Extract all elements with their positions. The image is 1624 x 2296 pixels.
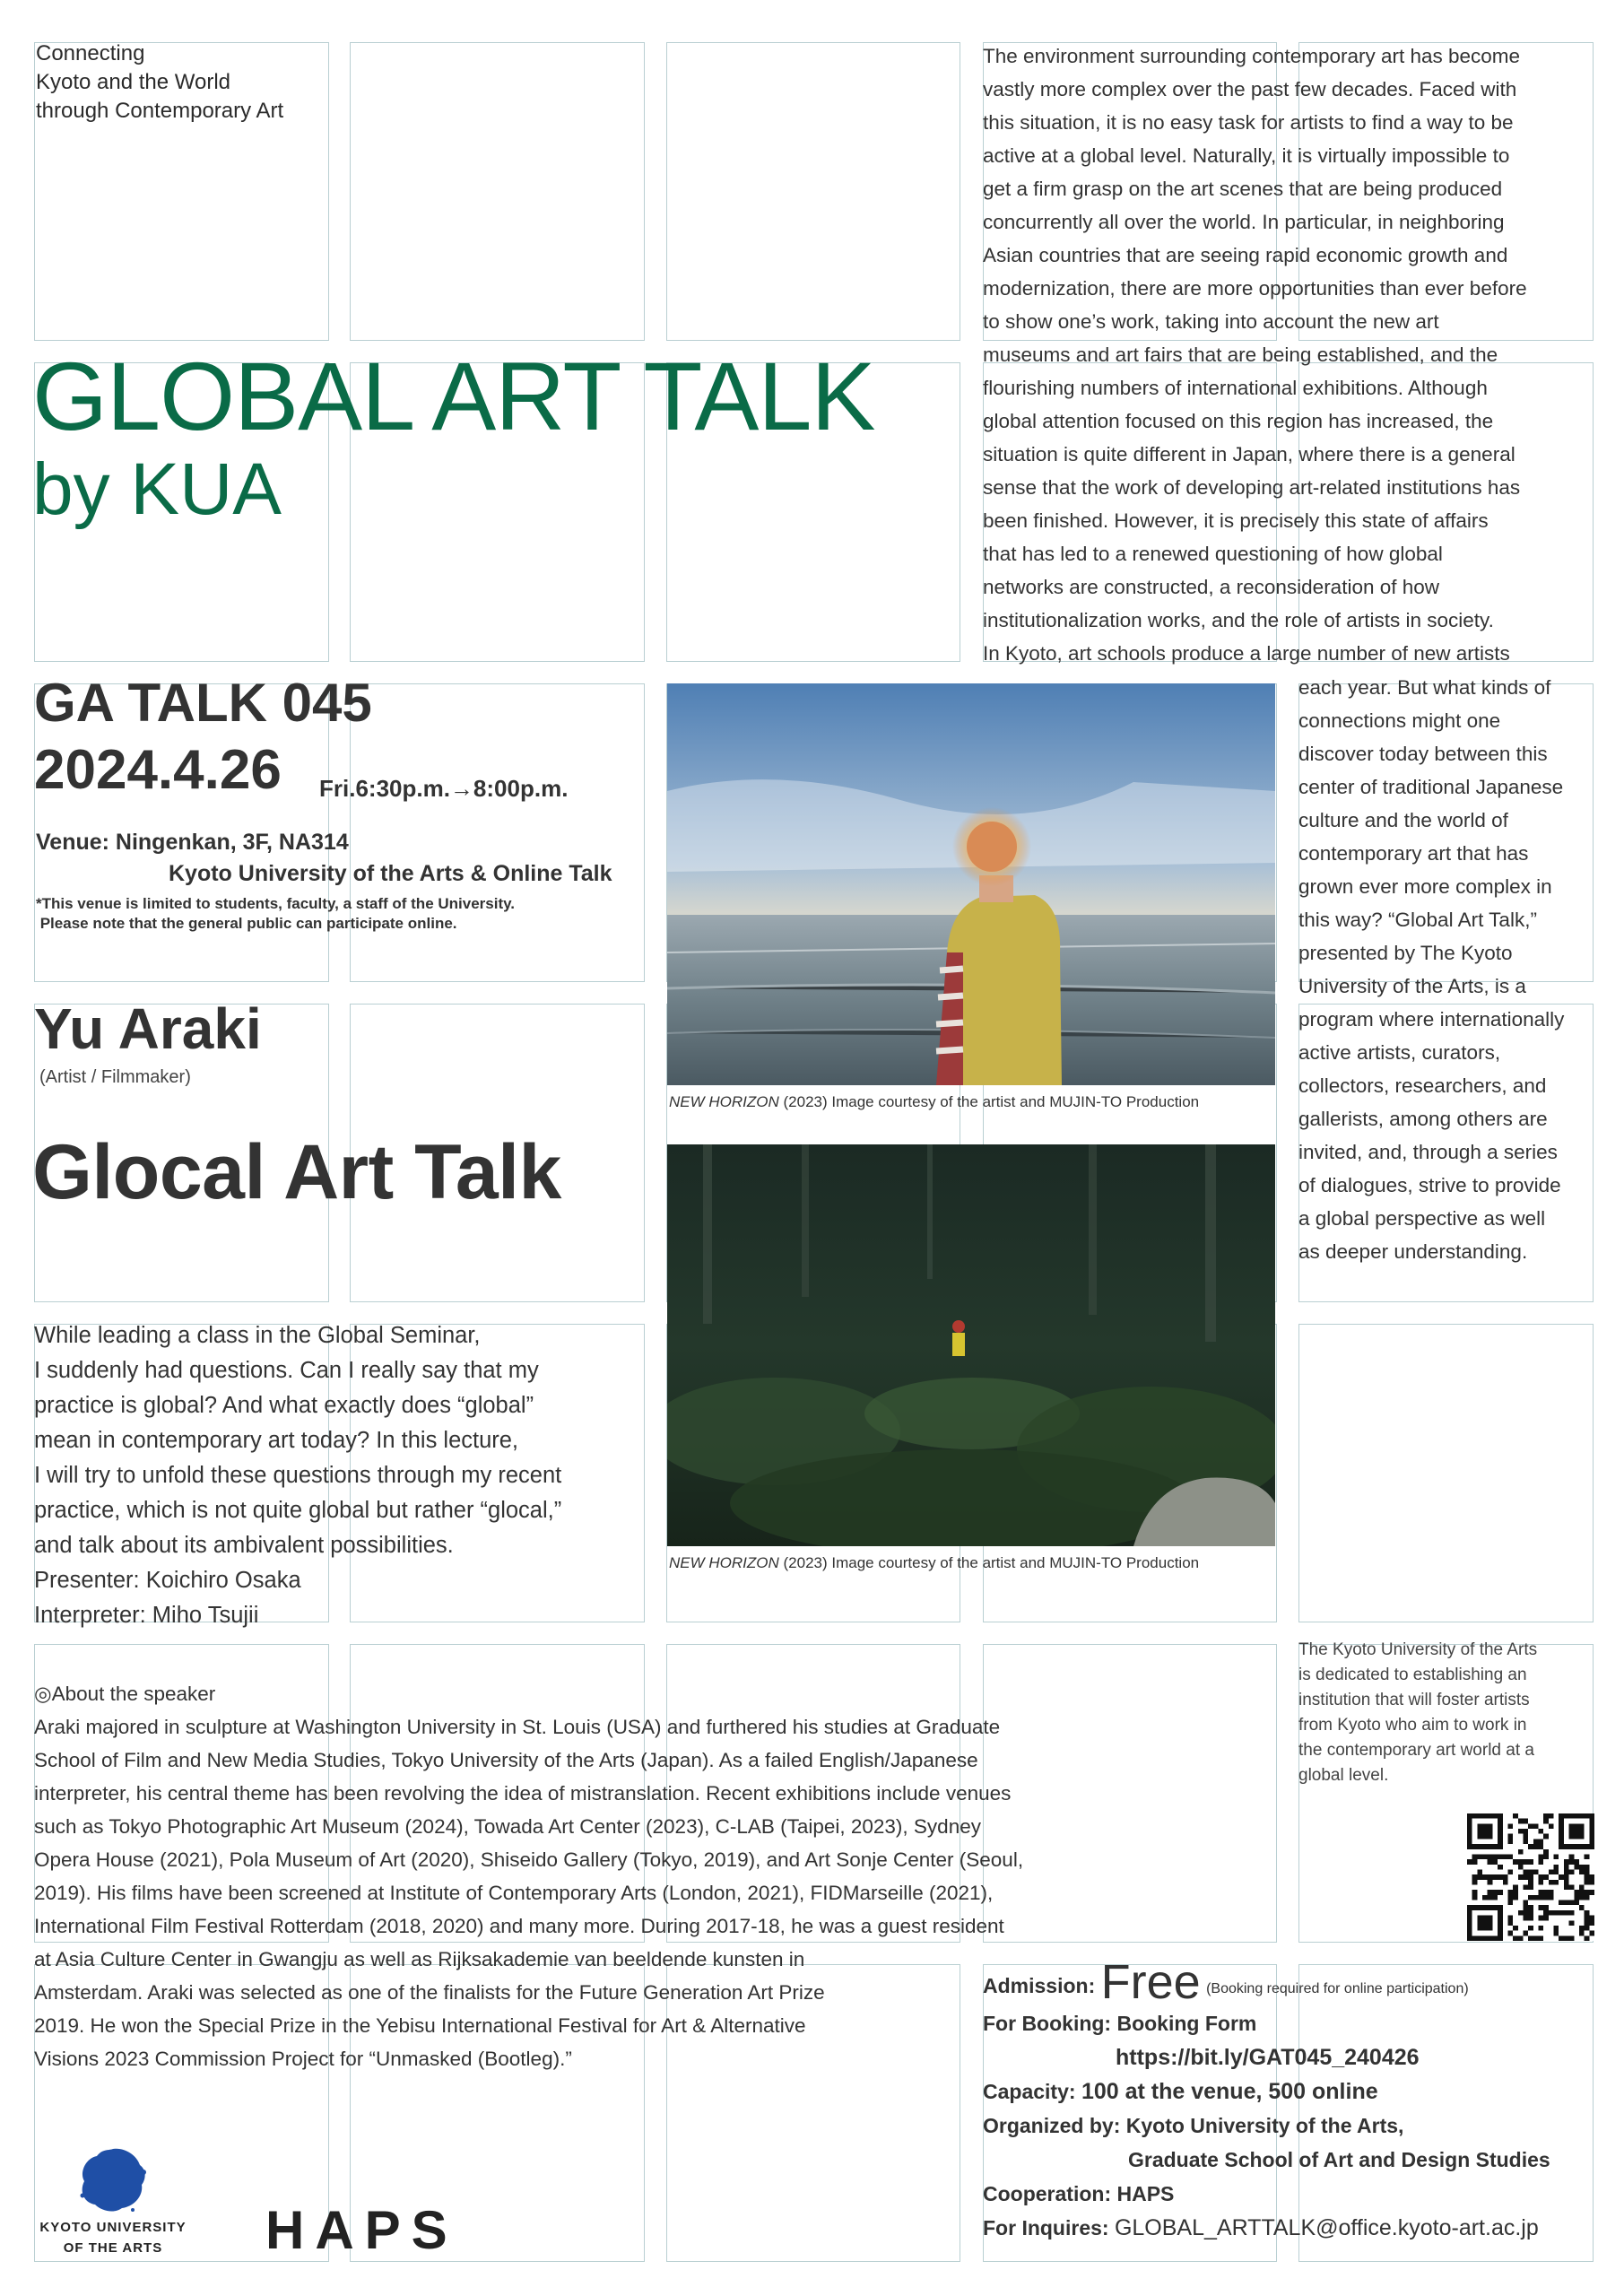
intro-line: Asian countries that are seeing rapid economic growth and xyxy=(983,244,1508,266)
about-line: such as Tokyo Photographic Art Museum (2024), Towada Art Center (2023), C-LAB (Taipei, 2023), Sydney xyxy=(34,1815,981,1838)
intro-line: active artists, curators, xyxy=(1298,1041,1501,1064)
abstract-line: practice, which is not quite global but rather “glocal,” xyxy=(34,1498,562,1523)
qr-code-icon[interactable] xyxy=(1467,1813,1594,1941)
venue-line: Venue: Ningenkan, 3F, NA314 xyxy=(36,830,349,855)
caption-work-title: NEW HORIZON xyxy=(669,1554,779,1571)
inquiries-email[interactable]: GLOBAL_ARTTALK@office.kyoto-art.ac.jp xyxy=(1114,2215,1539,2240)
intro-line: invited, and, through a series xyxy=(1298,1141,1558,1163)
intro-line: discover today between this xyxy=(1298,743,1548,765)
intro-line: active at a global level. Naturally, it is virtually impossible to xyxy=(983,144,1510,167)
university-statement xyxy=(1298,1638,1585,1788)
kua-logo-mark xyxy=(77,2145,149,2213)
intro-line: collectors, researchers, and xyxy=(1298,1074,1547,1097)
venue-line-2: Kyoto University of the Arts & Online Talk xyxy=(169,861,612,886)
intro-line: each year. But what kinds of xyxy=(1298,676,1551,699)
series-intro xyxy=(983,39,1593,670)
photo-caption xyxy=(669,1093,1199,1111)
intro-line: global attention focused on this region has increased, the xyxy=(983,410,1494,432)
intro-line: The environment surrounding contemporary art has become xyxy=(983,45,1521,67)
photo-caption xyxy=(669,1554,1199,1572)
admission-value: Free xyxy=(1100,1955,1201,2009)
abstract-line: I will try to unfold these questions through my recent xyxy=(34,1463,562,1488)
grid-cell xyxy=(350,683,645,982)
intro-line: center of traditional Japanese xyxy=(1298,776,1564,798)
intro-line: to show one’s work, taking into account the new art xyxy=(983,310,1439,333)
organizer-value: Kyoto University of the Arts, xyxy=(1125,2114,1404,2137)
series-subtitle: by KUA xyxy=(32,448,282,530)
about-line: Amsterdam. Araki was selected as one of the finalists for the Future Generation Art Prize xyxy=(34,1981,825,2004)
cooperation-label: Cooperation: xyxy=(983,2182,1117,2205)
tagline xyxy=(36,39,283,126)
caption-text: (2023) Image courtesy of the artist and MUJIN-TO Production xyxy=(778,1093,1200,1110)
statement-line: institution that will foster artists xyxy=(1298,1691,1530,1709)
inquiries-label: For Inquires: xyxy=(983,2216,1115,2239)
series-intro-continued xyxy=(1298,671,1594,1268)
intro-line: grown ever more complex in xyxy=(1298,875,1552,898)
intro-line: gallerists, among others are xyxy=(1298,1108,1548,1130)
event-info xyxy=(983,1955,1611,2245)
caption-work-title: NEW HORIZON xyxy=(669,1093,779,1110)
capacity-value: 100 at the venue, 500 online xyxy=(1081,2079,1378,2104)
intro-line: modernization, there are more opportunities than ever before xyxy=(983,277,1527,300)
intro-line: been finished. However, it is precisely this state of affairs xyxy=(983,509,1489,532)
about-line: Opera House (2021), Pola Museum of Art (2020), Shiseido Gallery (Tokyo, 2019), and Art Sonje Center (Seoul, xyxy=(34,1848,1024,1871)
cooperation-value: HAPS xyxy=(1116,2182,1175,2205)
intro-line: presented by The Kyoto xyxy=(1298,942,1513,964)
about-line: International Film Festival Rotterdam (2018, 2020) and many more. During 2017-18, he was a guest resident xyxy=(34,1915,1004,1937)
intro-line: sense that the work of developing art-related institutions has xyxy=(983,476,1521,499)
about-line: 2019). His films have been screened at Institute of Contemporary Arts (London, 2021), FIDMarseille (2021), xyxy=(34,1882,994,1904)
statement-line: is dedicated to establishing an xyxy=(1298,1665,1527,1684)
venue-note xyxy=(36,894,515,934)
statement-line: the contemporary art world at a xyxy=(1298,1741,1534,1760)
intro-line: of dialogues, strive to provide xyxy=(1298,1174,1561,1196)
inquiries-row xyxy=(983,2211,1611,2245)
intro-line: connections might one xyxy=(1298,709,1501,732)
talk-time: Fri.6:30p.m.→8:00p.m. xyxy=(319,775,569,802)
abstract-line: I suddenly had questions. Can I really say that my xyxy=(34,1358,539,1383)
intro-line: this way? “Global Art Talk,” xyxy=(1298,909,1537,931)
capacity-row xyxy=(983,2074,1611,2109)
intro-line: museums and art fairs that are being established, and the xyxy=(983,344,1498,366)
photo-forest xyxy=(667,1144,1275,1546)
admission-note: (Booking required for online participation) xyxy=(1206,1981,1469,1996)
tagline-line: Connecting xyxy=(36,41,145,65)
intro-line: a global perspective as well xyxy=(1298,1207,1546,1230)
intro-line: networks are constructed, a reconsideration of how xyxy=(983,576,1440,598)
abstract-line: Interpreter: Miho Tsujii xyxy=(34,1603,259,1628)
series-title: GLOBAL ART TALK xyxy=(32,342,875,450)
abstract-line: practice is global? And what exactly does “global” xyxy=(34,1393,534,1418)
booking-label: For Booking: Booking Form xyxy=(983,2012,1257,2035)
cooperation-row xyxy=(983,2177,1611,2211)
intro-line: as deeper understanding. xyxy=(1298,1240,1528,1263)
abstract-line: and talk about its ambivalent possibilities. xyxy=(34,1533,454,1558)
intro-line: get a firm grasp on the art scenes that are being produced xyxy=(983,178,1503,200)
haps-logo: HAPS xyxy=(265,2200,458,2260)
lecture-abstract xyxy=(34,1318,662,1633)
statement-line: The Kyoto University of the Arts xyxy=(1298,1640,1538,1659)
statement-line: from Kyoto who aim to work in xyxy=(1298,1716,1527,1735)
booking-link[interactable]: https://bit.ly/GAT045_240426 xyxy=(1116,2045,1420,2070)
admission-row xyxy=(983,1955,1611,2009)
caption-text: (2023) Image courtesy of the artist and MUJIN-TO Production xyxy=(778,1554,1200,1571)
speaker-role: (Artist / Filmmaker) xyxy=(39,1067,191,1087)
grid-cell xyxy=(350,42,645,341)
admission-label: Admission: xyxy=(983,1974,1101,1997)
intro-line: situation is quite different in Japan, where there is a general xyxy=(983,443,1515,465)
statement-line: global level. xyxy=(1298,1766,1389,1785)
organizer-row xyxy=(983,2109,1611,2143)
photo-beach xyxy=(667,683,1275,1085)
about-line: interpreter, his central theme has been revolving the idea of mistranslation. Recent exhibitions include venues xyxy=(34,1782,1012,1805)
capacity-label: Capacity: xyxy=(983,2080,1081,2103)
intro-line: contemporary art that has xyxy=(1298,842,1529,865)
abstract-line: Presenter: Koichiro Osaka xyxy=(34,1568,301,1593)
intro-line: University of the Arts, is a xyxy=(1298,975,1526,997)
talk-date: 2024.4.26 xyxy=(34,739,282,801)
intro-line: this situation, it is no easy task for artists to find a way to be xyxy=(983,111,1514,134)
lecture-title: Glocal Art Talk xyxy=(32,1129,561,1215)
kua-logo-line: KYOTO UNIVERSITY xyxy=(39,2220,187,2235)
organizer-label: Organized by: xyxy=(983,2114,1126,2137)
kua-logo-line: OF THE ARTS xyxy=(63,2240,163,2256)
abstract-line: While leading a class in the Global Seminar, xyxy=(34,1323,481,1348)
intro-line: institutionalization works, and the role of artists in society. xyxy=(983,609,1494,631)
grid-cell xyxy=(1298,1324,1594,1622)
venue-note-line: Please note that the general public can participate online. xyxy=(36,915,457,932)
about-line: Visions 2023 Commission Project for “Unmasked (Bootleg).” xyxy=(34,2048,572,2070)
about-line: School of Film and New Media Studies, Tokyo University of the Arts (Japan). As a failed English/Japanese xyxy=(34,1749,978,1771)
intro-line: In Kyoto, art schools produce a large number of new artists xyxy=(983,642,1510,665)
about-line: at Asia Culture Center in Gwangju as well as Rijksakademie van beeldende kunsten in xyxy=(34,1948,805,1970)
intro-line: that has led to a renewed questioning of how global xyxy=(983,543,1443,565)
abstract-line: mean in contemporary art today? In this lecture, xyxy=(34,1428,519,1453)
intro-line: program where internationally xyxy=(1298,1008,1565,1031)
intro-line: vastly more complex over the past few decades. Faced with xyxy=(983,78,1517,100)
organizer-line-2: Graduate School of Art and Design Studies xyxy=(1128,2148,1550,2171)
about-line: Araki majored in sculpture at Washington University in St. Louis (USA) and furthered his studies at Graduate xyxy=(34,1716,1001,1738)
intro-line: culture and the world of xyxy=(1298,809,1508,831)
talk-number: GA TALK 045 xyxy=(34,673,372,733)
tagline-line: Kyoto and the World xyxy=(36,70,231,94)
about-line: 2019. He won the Special Prize in the Yebisu International Festival for Art & Alternative xyxy=(34,2014,806,2037)
about-line: ◎About the speaker xyxy=(34,1683,216,1705)
intro-line: concurrently all over the world. In particular, in neighboring xyxy=(983,211,1505,233)
intro-line: flourishing numbers of international exhibitions. Although xyxy=(983,377,1488,399)
speaker-name: Yu Araki xyxy=(34,996,262,1061)
grid-cell xyxy=(666,42,960,341)
tagline-line: through Contemporary Art xyxy=(36,99,284,123)
kua-logo xyxy=(32,2145,194,2258)
venue-note-line: *This venue is limited to students, faculty, a staff of the University. xyxy=(36,895,516,912)
